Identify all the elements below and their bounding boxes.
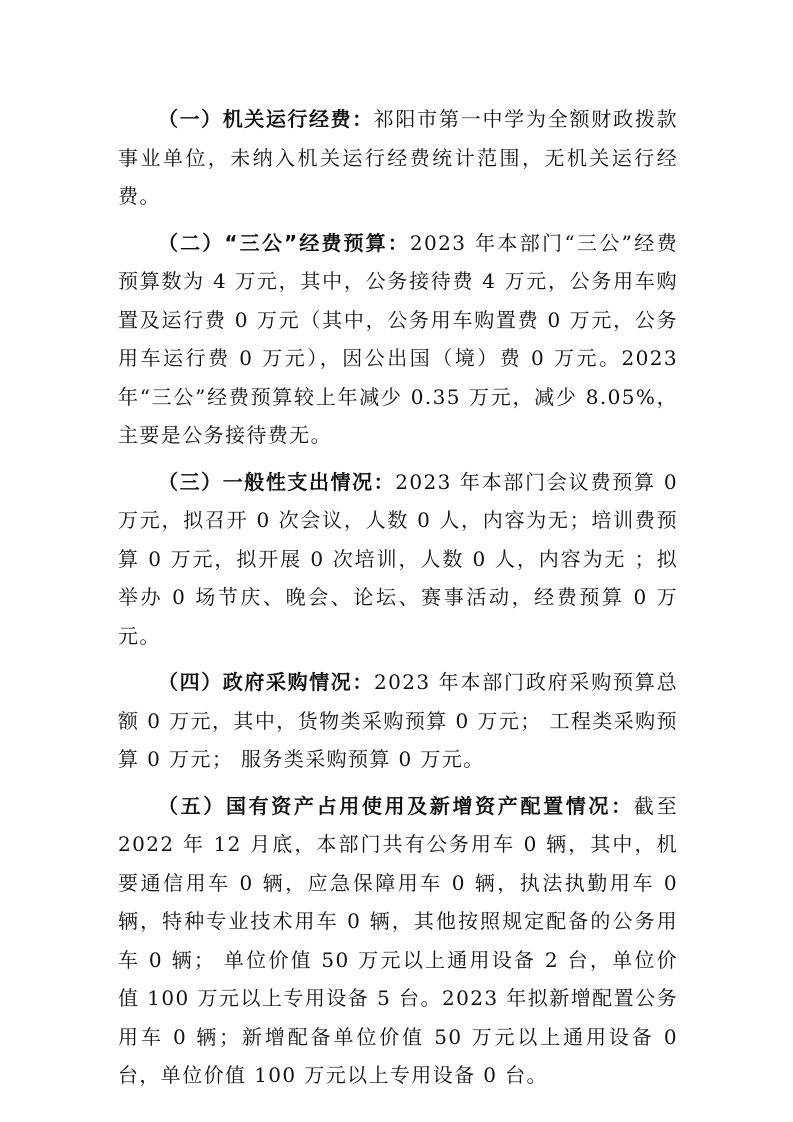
section-text: 2023 年本部门会议费预算 0 万元，拟召开 0 次会议，人数 0 人，内容为无；培训费预算 0 万元，拟开展 0 次培训，人数 0 人，内容为无 ；拟举办 0 场节庆、晚会、论坛、赛事活动，经费预算 0 万元。 [118,469,678,648]
section-heading: （三）一般性支出情况： [158,469,396,494]
section-text: 2023 年本部门“三公”经费预算数为 4 万元，其中，公务接待费 4 万元，公务用车购置及运行费 0 万元（其中，公务用车购置费 0 万元，公务用车运行费 0 万元），因公出国（境）费 0 万元。2023 年“三公”经费预算较上年减少 0.35 万元，减少 8.05%，主要是公务接待费无。 [118,230,678,447]
section-heading: （二）“三公”经费预算： [158,230,410,255]
section-text: 截至 2022 年 12 月底，本部门共有公务用车 0 辆，其中，机要通信用车 0 辆，应急保障用车 0 辆，执法执勤用车 0 辆，特种专业技术用车 0 辆，其他按照规定配备的公务用车 0 辆； 单位价值 50 万元以上通用设备 2 台，单位价值 100 万元以上专用设备 5 台。2023 年拟新增配置公务用车 0 辆；新增配备单位价值 50 万元以上通用设备 0 台，单位价值 100 万元以上专用设备 0 台。 [118,793,678,1087]
section-heading: （五）国有资产占用使用及新增资产配置情况： [158,793,634,818]
section-three-public-budget [118,224,678,455]
section-government-procurement [118,663,678,779]
section-state-assets [118,787,678,1095]
document-body [118,100,678,1103]
section-text: 2023 年本部门政府采购预算总额 0 万元，其中，货物类采购预算 0 万元； 工程类采购预算 0 万元； 服务类采购预算 0 万元。 [118,670,679,771]
section-heading: （一）机关运行经费： [158,107,374,131]
section-general-expenditure [118,463,678,656]
section-heading: （四）政府采购情况： [158,670,374,694]
section-text: 祁阳市第一中学为全额财政拨款事业单位，未纳入机关运行经费统计范围，无机关运行经费。 [118,107,678,208]
section-operating-expenses [118,100,678,216]
